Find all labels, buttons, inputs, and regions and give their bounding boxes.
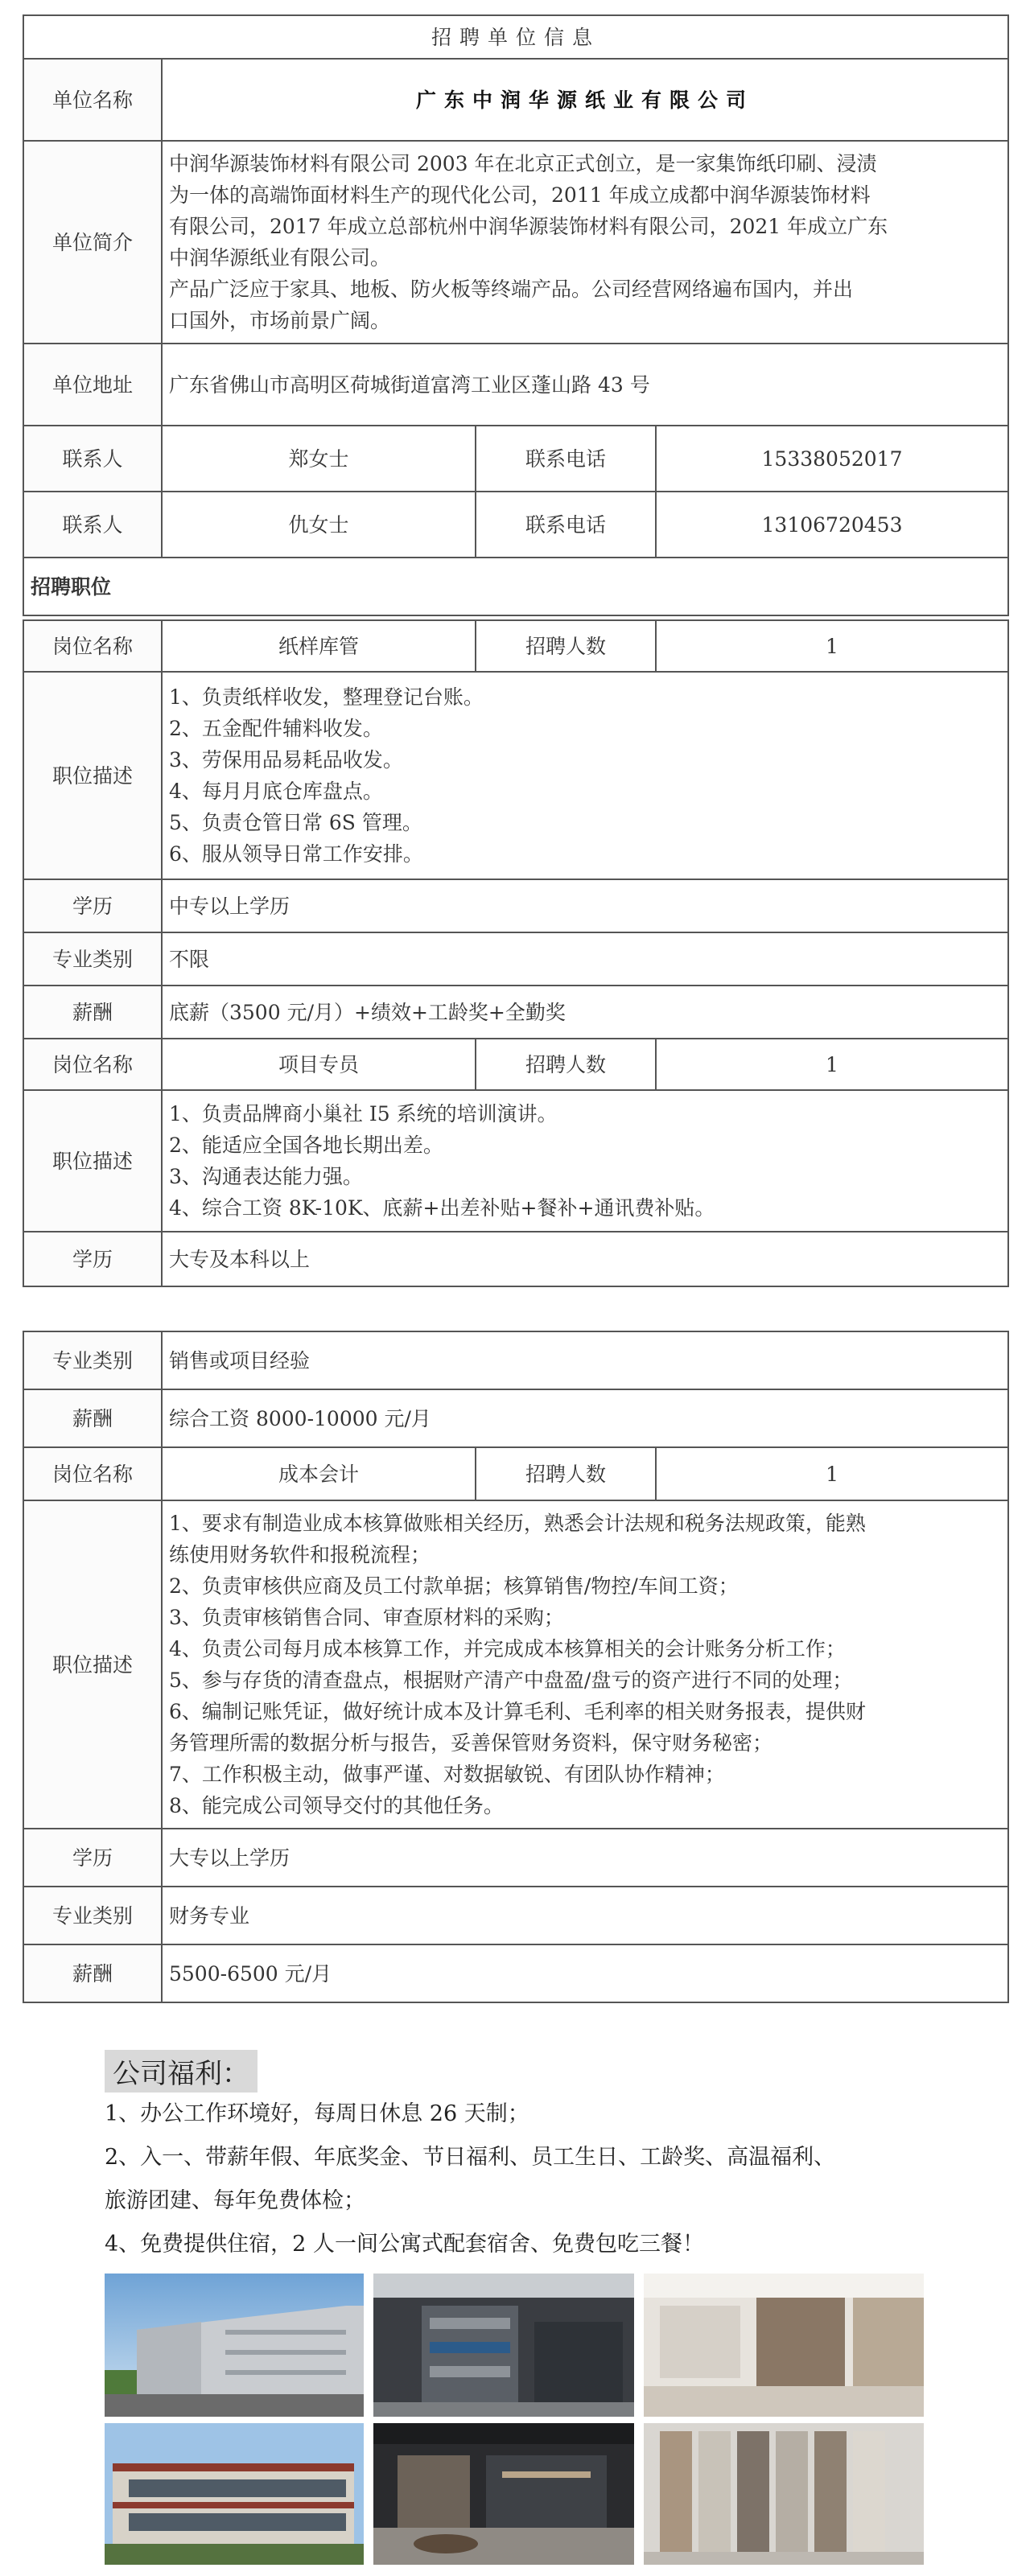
desc-line: 2、能适应全国各地长期出差。 xyxy=(169,1134,443,1157)
contact-phone-label: 联系电话 xyxy=(476,492,656,558)
company-address-label: 单位地址 xyxy=(23,344,162,426)
contact-name: 仇女士 xyxy=(162,492,476,558)
desc-line: 1、负责纸样收发，整理登记台账。 xyxy=(169,685,484,709)
welfare-section xyxy=(105,2050,941,2266)
position-name-label: 岗位名称 xyxy=(23,1447,162,1500)
interior-room-photo xyxy=(644,2274,924,2417)
desc-line: 2、负责审核供应商及员工付款单据；核算销售/物控/车间工资； xyxy=(169,1574,739,1598)
desc-line: 练使用财务软件和报税流程； xyxy=(169,1543,431,1566)
office-building-photo xyxy=(105,2423,364,2565)
salary-value: 5500-6500 元/月 xyxy=(162,1944,1008,2002)
welfare-item: 4、免费提供住宿，2 人一间公寓式配套宿舍、免费包吃三餐！ xyxy=(105,2232,704,2257)
major-label: 专业类别 xyxy=(23,932,162,986)
major-value: 不限 xyxy=(162,932,1008,986)
desc-line: 5、参与存货的清查盘点，根据财产清产中盘盈/盘亏的资产进行不同的处理； xyxy=(169,1669,853,1692)
position-desc-label: 职位描述 xyxy=(23,672,162,879)
major-value: 销售或项目经验 xyxy=(162,1331,1008,1389)
contact-label: 联系人 xyxy=(23,426,162,492)
welfare-title: 公司福利： xyxy=(105,2050,258,2092)
recruitment-table-part3 xyxy=(23,1331,1009,2003)
position-name: 成本会计 xyxy=(162,1447,476,1500)
position-name: 纸样库管 xyxy=(162,620,476,672)
contact-label: 联系人 xyxy=(23,492,162,558)
edu-value: 大专及本科以上 xyxy=(162,1232,1008,1286)
position-name-label: 岗位名称 xyxy=(23,1039,162,1090)
desc-line: 1、负责品牌商小巢社 I5 系统的培训演讲。 xyxy=(169,1102,558,1125)
desc-line: 4、每月月底仓库盘点。 xyxy=(169,780,383,803)
desc-line: 6、编制记账凭证，做好统计成本及计算毛利、毛利率的相关财务报表，提供财 xyxy=(169,1700,866,1723)
intro-line: 口国外，市场前景广阔。 xyxy=(169,309,391,332)
desc-line: 3、负责审核销售合同、审查原材料的采购； xyxy=(169,1606,564,1629)
desc-line: 8、能完成公司领导交付的其他任务。 xyxy=(169,1794,504,1817)
major-label: 专业类别 xyxy=(23,1887,162,1944)
positions-section-label: 招聘职位 xyxy=(23,558,1008,615)
company-name-label: 单位名称 xyxy=(23,59,162,141)
welfare-item: 旅游团建、每年免费体检； xyxy=(105,2188,365,2213)
desc-line: 7、工作积极主动，做事严谨、对数据敏锐、有团队协作精神； xyxy=(169,1763,725,1786)
intro-line: 为一体的高端饰面材料生产的现代化公司，2011 年成立成都中润华源装饰材料 xyxy=(169,183,871,207)
salary-value: 底薪（3500 元/月）+绩效+工龄奖+全勤奖 xyxy=(162,986,1008,1039)
welfare-item: 2、入一、带薪年假、年底奖金、节日福利、员工生日、工龄奖、高温福利、 xyxy=(105,2145,836,2170)
major-label: 专业类别 xyxy=(23,1331,162,1389)
desc-line: 务管理所需的数据分析与报告，妥善保管财务资料，保守财务秘密； xyxy=(169,1731,773,1755)
sheet-title: 招聘单位信息 xyxy=(23,15,1008,59)
edu-value: 大专以上学历 xyxy=(162,1829,1008,1887)
position-desc xyxy=(162,1500,1008,1829)
company-intro xyxy=(162,141,1008,344)
desc-line: 3、劳保用品易耗品收发。 xyxy=(169,748,403,772)
position-count: 1 xyxy=(656,1447,1008,1500)
desc-line: 6、服从领导日常工作安排。 xyxy=(169,842,423,866)
position-desc-label: 职位描述 xyxy=(23,1500,162,1829)
company-name: 广东中润华源纸业有限公司 xyxy=(162,59,1008,141)
decor-samples-photo xyxy=(644,2423,924,2565)
intro-line: 中润华源装饰材料有限公司 2003 年在北京正式创立，是一家集饰纸印刷、浸渍 xyxy=(169,152,877,175)
edu-value: 中专以上学历 xyxy=(162,879,1008,932)
position-desc xyxy=(162,1090,1008,1232)
salary-value: 综合工资 8000-10000 元/月 xyxy=(162,1389,1008,1447)
desc-line: 1、要求有制造业成本核算做账相关经历，熟悉会计法规和税务法规政策，能熟 xyxy=(169,1512,866,1535)
printing-machine-photo xyxy=(373,2274,634,2417)
showroom-photo xyxy=(373,2423,634,2565)
desc-line: 3、沟通表达能力强。 xyxy=(169,1165,363,1188)
salary-label: 薪酬 xyxy=(23,986,162,1039)
position-name: 项目专员 xyxy=(162,1039,476,1090)
contact-phone: 13106720453 xyxy=(656,492,1008,558)
position-count-label: 招聘人数 xyxy=(476,1447,656,1500)
edu-label: 学历 xyxy=(23,1232,162,1286)
company-intro-label: 单位简介 xyxy=(23,141,162,344)
major-value: 财务专业 xyxy=(162,1887,1008,1944)
desc-line: 4、综合工资 8K-10K、底薪+出差补贴+餐补+通讯费补贴。 xyxy=(169,1196,715,1220)
position-count-label: 招聘人数 xyxy=(476,1039,656,1090)
edu-label: 学历 xyxy=(23,1829,162,1887)
welfare-item: 1、办公工作环境好，每周日休息 26 天制； xyxy=(105,2101,529,2126)
position-desc xyxy=(162,672,1008,879)
company-address: 广东省佛山市高明区荷城街道富湾工业区蓬山路 43 号 xyxy=(162,344,1008,426)
intro-line: 中润华源纸业有限公司。 xyxy=(169,246,391,270)
contact-phone-label: 联系电话 xyxy=(476,426,656,492)
intro-line: 有限公司，2017 年成立总部杭州中润华源装饰材料有限公司，2021 年成立广东 xyxy=(169,215,888,238)
factory-exterior-photo xyxy=(105,2274,364,2417)
salary-label: 薪酬 xyxy=(23,1389,162,1447)
desc-line: 4、负责公司每月成本核算工作，并完成成本核算相关的会计账务分析工作； xyxy=(169,1637,846,1660)
edu-label: 学历 xyxy=(23,879,162,932)
intro-line: 产品广泛应于家具、地板、防火板等终端产品。公司经营网络遍布国内，并出 xyxy=(169,278,854,301)
position-name-label: 岗位名称 xyxy=(23,620,162,672)
recruitment-table-part1 xyxy=(23,14,1009,616)
contact-phone: 15338052017 xyxy=(656,426,1008,492)
position-count-label: 招聘人数 xyxy=(476,620,656,672)
desc-line: 2、五金配件辅料收发。 xyxy=(169,717,383,740)
desc-line: 5、负责仓管日常 6S 管理。 xyxy=(169,811,422,834)
salary-label: 薪酬 xyxy=(23,1944,162,2002)
contact-name: 郑女士 xyxy=(162,426,476,492)
position-count: 1 xyxy=(656,620,1008,672)
position-count: 1 xyxy=(656,1039,1008,1090)
recruitment-table-part2 xyxy=(23,619,1009,1287)
position-desc-label: 职位描述 xyxy=(23,1090,162,1232)
